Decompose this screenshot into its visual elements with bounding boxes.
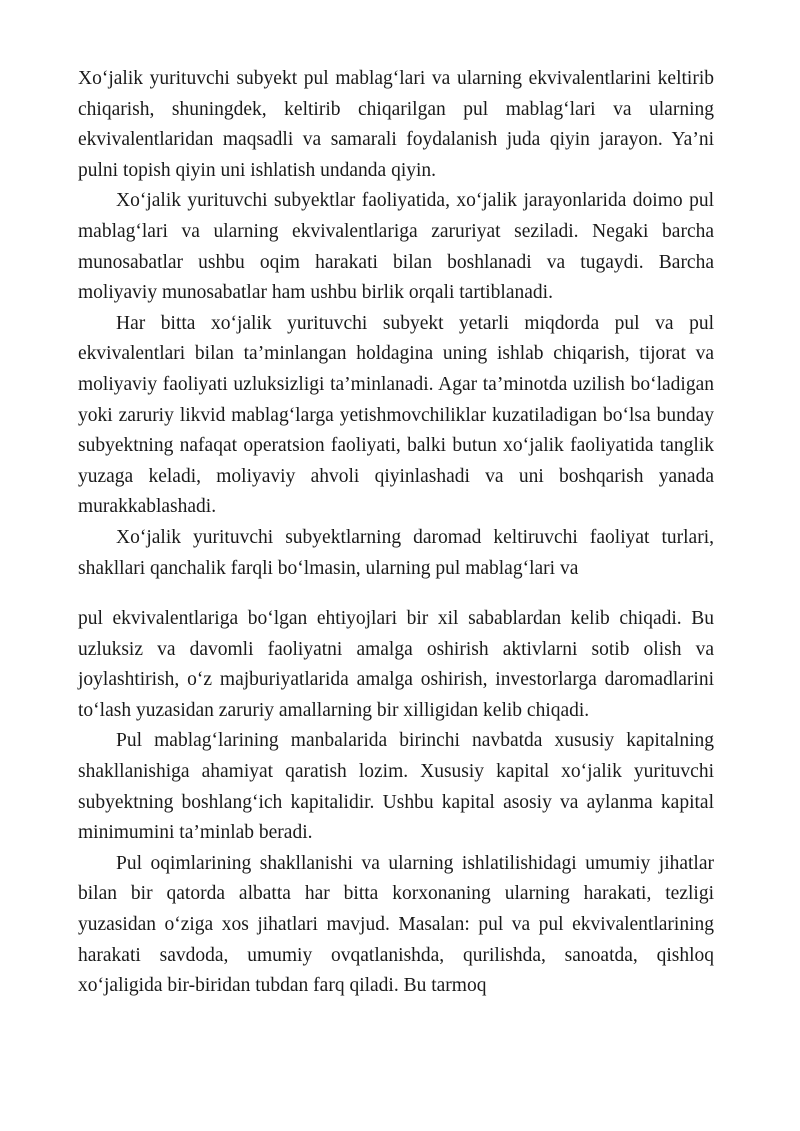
page-break-gap (78, 584, 714, 604)
paragraph-6: Pul mablag‘larining manbalarida birinchi navbatda xususiy kapitalning shakllanishiga ahamiyat qaratish lozim. Xususiy kapital xo‘jalik yurituvchi subyektning boshlang‘ich kapitalidir. Ushbu kapital asosiy va aylanma kapital minimumini ta’minlab beradi. (78, 730, 714, 844)
paragraph-2: Xo‘jalik yurituvchi subyektlar faoliyatida, xo‘jalik jarayonlarida doimo pul mablag‘lari va ularning ekvivalentlariga zaruriyat seziladi. Negaki barcha munosabatlar ushbu oqim harakati bilan boshlanadi va tugaydi. Barcha moliyaviy munosabatlar ham ushbu birlik orqali tartiblanadi. (78, 190, 714, 304)
document-page (78, 64, 714, 1002)
paragraph-1: Xo‘jalik yurituvchi subyekt pul mablag‘lari va ularning ekvivalentlarini keltirib chiqarish, shuningdek, keltirib chiqarilgan pul mablag‘lari va ularning ekvivalentlaridan maqsadli va samarali foydalanish juda qiyin jarayon. Ya’ni pulni topish qiyin uni ishlatish undanda qiyin. (78, 68, 714, 181)
paragraph-3: Har bitta xo‘jalik yurituvchi subyekt yetarli miqdorda pul va pul ekvivalentlari bilan ta’minlangan holdagina uning ishlab chiqarish, tijorat va moliyaviy faoliyati uzluksizligi ta’minlanadi. Agar ta’minotda uzilish bo‘ladigan yoki zaruriy likvid mablag‘larga yetishmovchiliklar kuzatiladigan bo‘lsa bunday subyektning nafaqat operatsion faoliyati, balki butun xo‘jalik faoliyatida tanglik yuzaga keladi, moliyaviy ahvoli qiyinlashadi va uni boshqarish yanada murakkablashadi. (78, 312, 714, 518)
paragraph-5: pul ekvivalentlariga bo‘lgan ehtiyojlari bir xil sabablardan kelib chiqadi. Bu uzluksiz va davomli faoliyatni amalga oshirish aktivlarni sotib olish va joylashtirish, o‘z majburiyatlarida amalga oshirish, investorlarga daromadlarini to‘lash yuzasidan zaruriy amallarning bir xilligidan kelib chiqadi. (78, 608, 714, 721)
paragraph-7: Pul oqimlarining shakllanishi va ularning ishlatilishidagi umumiy jihatlar bilan bir qatorda albatta har bitta korxonaning ularning harakati, tezligi yuzasidan o‘ziga xos jihatlari mavjud. Masalan: pul va pul ekvivalentlarining harakati savdoda, umumiy ovqatlanishda, qurilishda, sanoatda, qishloq xo‘jaligida bir-biridan tubdan farq qiladi. Bu tarmoq (78, 852, 714, 997)
paragraph-4: Xo‘jalik yurituvchi subyektlarning daromad keltiruvchi faoliyat turlari, shakllari qanchalik farqli bo‘lmasin, ularning pul mablag‘lari va (78, 526, 714, 579)
